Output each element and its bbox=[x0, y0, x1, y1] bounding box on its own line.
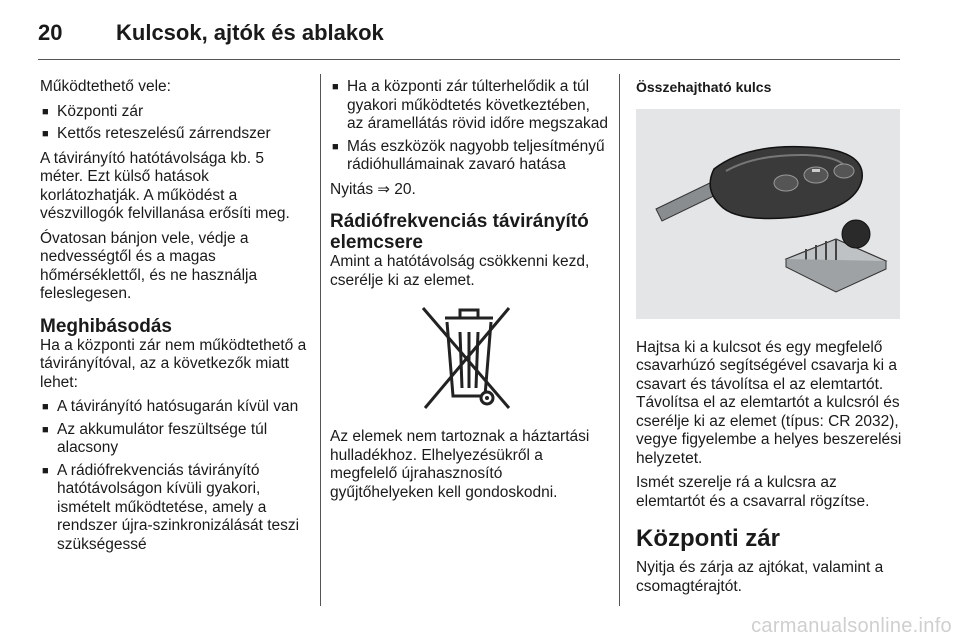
list-item: ■ Központi zár bbox=[40, 103, 310, 122]
column-2 bbox=[330, 78, 610, 508]
column-1 bbox=[40, 78, 310, 560]
section-heading-battery: Rádiófrekvenciás távirányító elemcsere bbox=[330, 211, 589, 253]
list-item: ■ Ha a központi zár túlterhelődik a túl gyakori működtetés következtében, az áramellátás rövid időre megszakad bbox=[330, 78, 610, 134]
column-divider bbox=[320, 74, 321, 606]
fault-paragraph: Ha a központi zár nem működtethető a távirányítóval, az a következők miatt lehet: bbox=[40, 336, 307, 391]
battery-replace-paragraph: Hajtsa ki a kulcsot és egy megfelelő csavarhúzó segítségével csavarja ki a csavart és távolítsa el az elemtartót. Távolítsa el az elemtartót a kulcsról és cserélje ki az elemet (típus: CR 2032), vegye figyelembe a helyes beszerelési helyzetet. bbox=[636, 338, 902, 467]
open-reference bbox=[330, 181, 610, 200]
watermark: carmanualsonline.info bbox=[751, 615, 952, 637]
reference-arrow-icon: ⇒ bbox=[377, 180, 390, 198]
page-title: Kulcsok, ajtók és ablakok bbox=[116, 20, 384, 45]
open-text: Nyitás bbox=[330, 180, 374, 198]
crossed-bin-icon bbox=[415, 304, 515, 414]
list-item: ■ A rádiófrekvenciás távirányító hatótávolságon kívüli gyakori, ismételt működtetése, amely a rendszer újra-szinkronizálását teszi szükségessé bbox=[40, 462, 310, 555]
header-rule bbox=[38, 59, 900, 60]
fault-list-continued bbox=[330, 78, 610, 175]
open-page-ref[interactable]: 20. bbox=[394, 180, 416, 198]
range-paragraph: A távirányító hatótávolsága kb. 5 méter. Ezt külső hatások korlátozhatják. A működést a vészvillogók felvillanása erősíti meg. bbox=[40, 149, 290, 222]
battery-paragraph: Amint a hatótávolság csökkenni kezd, cserélje ki az elemet. bbox=[330, 253, 590, 289]
page-number: 20 bbox=[38, 20, 63, 45]
list-item: ■ Kettős reteszelésű zárrendszer bbox=[40, 125, 310, 144]
fault-list bbox=[40, 398, 310, 554]
intro-text: Működtethető vele: bbox=[40, 78, 171, 95]
list-item: ■ Az akkumulátor feszültsége túl alacsony bbox=[40, 421, 310, 458]
section-heading-fault: Meghibásodás bbox=[40, 315, 172, 337]
list-item: ■ Más eszközök nagyobb teljesítményű rádióhullámainak zavaró hatása bbox=[330, 138, 610, 175]
list-item: ■ A távirányító hatósugarán kívül van bbox=[40, 398, 310, 417]
features-list bbox=[40, 103, 310, 144]
reassemble-paragraph: Ismét szerelje rá a kulcsra az elemtartót és a csavarral rögzítse. bbox=[636, 474, 870, 510]
section-heading-central-lock: Központi zár bbox=[636, 525, 780, 552]
column-3 bbox=[636, 78, 908, 602]
subheading-foldable-key: Összehajtható kulcs bbox=[636, 79, 772, 95]
column-divider bbox=[619, 74, 620, 606]
disposal-paragraph: Az elemek nem tartoznak a háztartási hulladékhoz. Elhelyezésükről a megfelelő újrahasznosító gyűjtőhelyeken kell gondoskodni. bbox=[330, 428, 590, 501]
central-lock-paragraph: Nyitja és zárja az ajtókat, valamint a csomagtérajtót. bbox=[636, 559, 884, 595]
page-header bbox=[38, 16, 384, 50]
care-paragraph: Óvatosan bánjon vele, védje a nedvességtől és a magas hőmérséklettől, és ne használja feleslegesen. bbox=[40, 229, 258, 302]
key-illustration bbox=[636, 109, 900, 319]
